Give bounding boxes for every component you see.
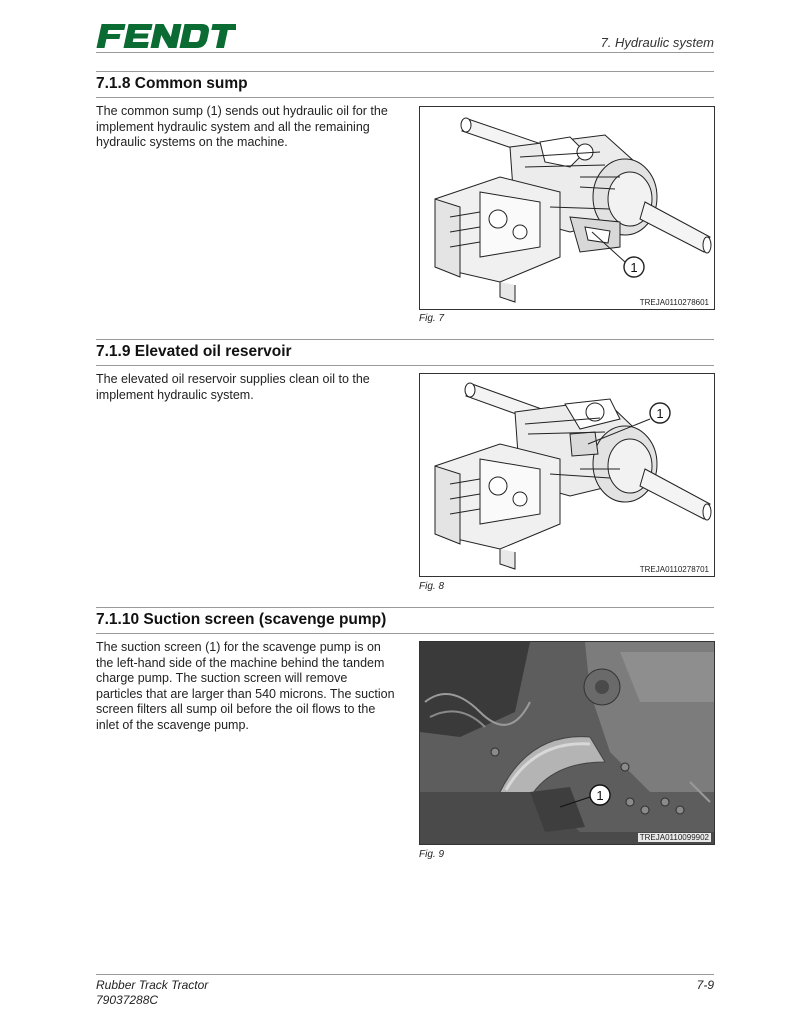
section-rule-top [96, 339, 714, 340]
section-text-elevated-oil-reservoir: The elevated oil reservoir supplies clean oil to the implement hydraulic system. [96, 372, 370, 402]
figure-reference: TREJA0110278701 [639, 565, 709, 574]
figure-common-sump [419, 106, 715, 310]
section-rule-top [96, 607, 714, 608]
figure-reference: TREJA0110099902 [639, 833, 709, 842]
footer-document-info [96, 978, 208, 1008]
section-text-suction-screen: The suction screen (1) for the scavenge pump is on the left-hand side of the machine behind the tandem charge pump. The suction screen will remove particles that are larger than 540 microns. The suction screen filters all sump oil before the oil flows to the inlet of the scavenge pump. [96, 640, 395, 732]
figure-caption: Fig. 8 [419, 581, 445, 592]
footer-divider [96, 974, 714, 975]
figure-suction-screen-photo [419, 641, 715, 845]
section-title-common-sump: 7.1.8 Common sump [96, 75, 248, 92]
figure-caption: Fig. 9 [419, 849, 445, 860]
header-divider [96, 52, 714, 53]
footer-title: Rubber Track Tractor [96, 978, 209, 992]
chapter-title: 7. Hydraulic system [600, 35, 714, 50]
callout-label: 1 [656, 406, 664, 421]
figure-elevated-oil-reservoir [419, 373, 715, 577]
figure-reference: TREJA0110278601 [639, 298, 709, 307]
section-rule-top [96, 71, 714, 72]
section-rule-bottom [96, 97, 714, 98]
figure-caption: Fig. 7 [419, 313, 445, 324]
section-rule-bottom [96, 633, 714, 634]
fendt-logo [96, 22, 236, 50]
section-text-common-sump: The common sump (1) sends out hydraulic oil for the implement hydraulic system and all the remaining hydraulic systems on the machine. [96, 104, 388, 150]
footer-doc-number: 79037288C [96, 993, 159, 1007]
page-number: 7-9 [696, 978, 714, 992]
section-title-elevated-oil-reservoir: 7.1.9 Elevated oil reservoir [96, 343, 292, 360]
callout-label: 1 [630, 260, 638, 275]
callout-label: 1 [596, 788, 604, 803]
section-title-suction-screen: 7.1.10 Suction screen (scavenge pump) [96, 611, 387, 628]
section-rule-bottom [96, 365, 714, 366]
